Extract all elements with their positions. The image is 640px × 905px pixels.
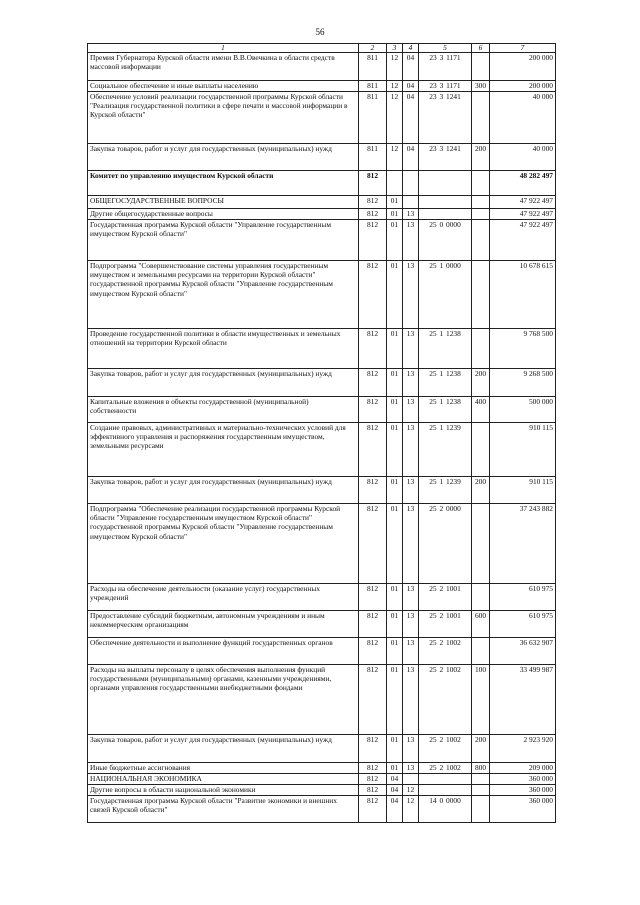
cell-expense-type xyxy=(472,638,490,665)
cell-grbs: 812 xyxy=(359,209,387,220)
cell-name: Закупка товаров, работ и услуг для государственных (муниципальных) нужд xyxy=(88,369,359,397)
cell-podrazdel: 13 xyxy=(403,369,419,397)
table-row xyxy=(88,81,556,92)
cell-target-article: 23 3 1171 xyxy=(419,81,472,92)
cell-amount: 2 923 920 xyxy=(490,735,556,763)
cell-target-article xyxy=(419,171,472,196)
table-row xyxy=(88,261,556,329)
cell-name: ОБЩЕГОСУДАРСТВЕННЫЕ ВОПРОСЫ xyxy=(88,196,359,209)
cell-podrazdel xyxy=(403,774,419,785)
cell-expense-type xyxy=(472,774,490,785)
table-row xyxy=(88,329,556,369)
cell-podrazdel: 13 xyxy=(403,209,419,220)
cell-podrazdel: 13 xyxy=(403,638,419,665)
budget-table xyxy=(87,43,556,823)
header-col-3: 3 xyxy=(387,44,403,53)
cell-amount: 47 922 497 xyxy=(490,196,556,209)
cell-target-article xyxy=(419,196,472,209)
cell-razdel: 01 xyxy=(387,329,403,369)
cell-razdel: 01 xyxy=(387,735,403,763)
cell-grbs: 811 xyxy=(359,81,387,92)
cell-razdel: 04 xyxy=(387,774,403,785)
cell-name: Подпрограмма "Обеспечение реализации государственной программы Курской области "Управление государственным имуществом Курской области" государственной программы Курской области "Управление государственным имуществом Курской области" xyxy=(88,504,359,584)
table-row xyxy=(88,477,556,504)
cell-podrazdel: 04 xyxy=(403,144,419,171)
cell-grbs: 812 xyxy=(359,796,387,823)
cell-name: Проведение государственной политики в области имущественных и земельных отношений на территории Курской области xyxy=(88,329,359,369)
cell-expense-type: 100 xyxy=(472,665,490,735)
cell-name: Капитальные вложения в объекты государственной (муниципальной) собственности xyxy=(88,397,359,423)
cell-podrazdel: 13 xyxy=(403,397,419,423)
table-row xyxy=(88,774,556,785)
cell-amount: 9 268 500 xyxy=(490,369,556,397)
cell-amount: 209 000 xyxy=(490,763,556,774)
cell-razdel: 01 xyxy=(387,477,403,504)
cell-expense-type xyxy=(472,423,490,477)
cell-name: Расходы на выплаты персоналу в целях обеспечения выполнения функций государственными (муниципальными) органами, казенными учреждениями, органами управления государственными внебюджетными фондами xyxy=(88,665,359,735)
cell-name: Иные бюджетные ассигнования xyxy=(88,763,359,774)
cell-grbs: 812 xyxy=(359,369,387,397)
table-row xyxy=(88,196,556,209)
cell-podrazdel: 12 xyxy=(403,785,419,796)
cell-expense-type xyxy=(472,785,490,796)
cell-target-article: 14 0 0000 xyxy=(419,796,472,823)
cell-podrazdel xyxy=(403,196,419,209)
table-row xyxy=(88,763,556,774)
cell-expense-type xyxy=(472,171,490,196)
table-row xyxy=(88,171,556,196)
table-row xyxy=(88,423,556,477)
cell-target-article: 25 0 0000 xyxy=(419,220,472,261)
table-row xyxy=(88,92,556,144)
cell-target-article: 25 1 0000 xyxy=(419,261,472,329)
cell-grbs: 812 xyxy=(359,196,387,209)
cell-grbs: 812 xyxy=(359,611,387,638)
cell-expense-type xyxy=(472,796,490,823)
cell-razdel: 01 xyxy=(387,763,403,774)
cell-amount: 360 000 xyxy=(490,774,556,785)
cell-expense-type xyxy=(472,329,490,369)
cell-target-article xyxy=(419,209,472,220)
table-row xyxy=(88,220,556,261)
cell-podrazdel: 13 xyxy=(403,220,419,261)
cell-target-article: 25 2 1002 xyxy=(419,638,472,665)
cell-podrazdel: 13 xyxy=(403,329,419,369)
table-row xyxy=(88,369,556,397)
cell-expense-type: 200 xyxy=(472,477,490,504)
cell-expense-type xyxy=(472,92,490,144)
cell-razdel: 12 xyxy=(387,144,403,171)
cell-expense-type xyxy=(472,53,490,81)
cell-grbs: 812 xyxy=(359,171,387,196)
cell-grbs: 812 xyxy=(359,665,387,735)
header-col-1: 1 xyxy=(88,44,359,53)
cell-amount: 200 000 xyxy=(490,53,556,81)
cell-target-article: 25 1 1239 xyxy=(419,477,472,504)
cell-expense-type xyxy=(472,504,490,584)
cell-razdel: 04 xyxy=(387,785,403,796)
cell-name: Закупка товаров, работ и услуг для государственных (муниципальных) нужд xyxy=(88,144,359,171)
cell-target-article: 25 1 1238 xyxy=(419,397,472,423)
cell-grbs: 812 xyxy=(359,261,387,329)
header-row xyxy=(88,44,556,53)
cell-expense-type: 300 xyxy=(472,81,490,92)
cell-amount: 10 678 615 xyxy=(490,261,556,329)
cell-grbs: 812 xyxy=(359,220,387,261)
table-header xyxy=(88,44,556,53)
cell-amount: 360 000 xyxy=(490,785,556,796)
cell-podrazdel: 13 xyxy=(403,423,419,477)
cell-razdel: 01 xyxy=(387,196,403,209)
cell-name: Закупка товаров, работ и услуг для государственных (муниципальных) нужд xyxy=(88,735,359,763)
cell-expense-type: 200 xyxy=(472,735,490,763)
cell-razdel: 12 xyxy=(387,92,403,144)
cell-razdel: 01 xyxy=(387,665,403,735)
cell-target-article: 25 1 1238 xyxy=(419,329,472,369)
cell-podrazdel: 13 xyxy=(403,735,419,763)
cell-name: Комитет по управлению имуществом Курской области xyxy=(88,171,359,196)
cell-target-article: 23 3 1241 xyxy=(419,144,472,171)
cell-amount: 33 499 987 xyxy=(490,665,556,735)
cell-amount: 37 243 882 xyxy=(490,504,556,584)
cell-podrazdel: 13 xyxy=(403,261,419,329)
cell-grbs: 812 xyxy=(359,763,387,774)
cell-name: Обеспечение условий реализации государственной программы Курской области "Реализация государственной политики в сфере печати и массовой информации в Курской области" xyxy=(88,92,359,144)
cell-razdel xyxy=(387,171,403,196)
table-row xyxy=(88,735,556,763)
cell-amount: 40 000 xyxy=(490,144,556,171)
cell-amount: 48 282 497 xyxy=(490,171,556,196)
cell-name: Социальное обеспечение и иные выплаты населению xyxy=(88,81,359,92)
header-col-2: 2 xyxy=(359,44,387,53)
cell-expense-type xyxy=(472,584,490,611)
cell-amount: 200 000 xyxy=(490,81,556,92)
table-row xyxy=(88,785,556,796)
cell-grbs: 812 xyxy=(359,735,387,763)
cell-target-article: 25 2 1001 xyxy=(419,611,472,638)
cell-podrazdel: 13 xyxy=(403,477,419,504)
cell-name: Премия Губернатора Курской области имени В.В.Овечкина в области средств массовой информации xyxy=(88,53,359,81)
cell-podrazdel: 04 xyxy=(403,81,419,92)
cell-target-article: 25 2 1002 xyxy=(419,763,472,774)
cell-grbs: 812 xyxy=(359,477,387,504)
cell-expense-type xyxy=(472,196,490,209)
cell-target-article xyxy=(419,785,472,796)
table-row xyxy=(88,584,556,611)
cell-name: Расходы на обеспечение деятельности (оказание услуг) государственных учреждений xyxy=(88,584,359,611)
cell-podrazdel: 13 xyxy=(403,584,419,611)
table-row xyxy=(88,638,556,665)
table-row xyxy=(88,611,556,638)
cell-podrazdel: 13 xyxy=(403,763,419,774)
cell-razdel: 01 xyxy=(387,638,403,665)
cell-amount: 910 115 xyxy=(490,477,556,504)
cell-target-article: 25 1 1239 xyxy=(419,423,472,477)
cell-expense-type xyxy=(472,209,490,220)
cell-grbs: 812 xyxy=(359,329,387,369)
cell-name: Создание правовых, административных и материально-технических условий для эффективного управления и распоряжения государственным имуществом, земельными ресурсами xyxy=(88,423,359,477)
cell-grbs: 812 xyxy=(359,774,387,785)
cell-razdel: 12 xyxy=(387,53,403,81)
cell-name: Закупка товаров, работ и услуг для государственных (муниципальных) нужд xyxy=(88,477,359,504)
cell-expense-type: 200 xyxy=(472,369,490,397)
table-row xyxy=(88,144,556,171)
cell-name: Подпрограмма "Совершенствование системы управления государственным имуществом и земельными ресурсами на территории Курской области" государственной программы Курской области "Управление государственным имуществом Курской области" xyxy=(88,261,359,329)
table-row xyxy=(88,665,556,735)
cell-razdel: 01 xyxy=(387,220,403,261)
cell-target-article: 25 2 0000 xyxy=(419,504,472,584)
cell-name: Обеспечение деятельности и выполнение функций государственных органов xyxy=(88,638,359,665)
cell-target-article: 25 2 1002 xyxy=(419,735,472,763)
cell-amount: 36 632 907 xyxy=(490,638,556,665)
cell-amount: 500 000 xyxy=(490,397,556,423)
cell-razdel: 12 xyxy=(387,81,403,92)
header-col-5: 5 xyxy=(419,44,472,53)
cell-podrazdel: 13 xyxy=(403,504,419,584)
table-row xyxy=(88,53,556,81)
cell-expense-type xyxy=(472,220,490,261)
cell-name: Предоставление субсидий бюджетным, автономным учреждениям и иным некоммерческим организациям xyxy=(88,611,359,638)
cell-grbs: 811 xyxy=(359,92,387,144)
cell-amount: 360 000 xyxy=(490,796,556,823)
cell-razdel: 01 xyxy=(387,584,403,611)
cell-grbs: 812 xyxy=(359,423,387,477)
table-row xyxy=(88,796,556,823)
header-col-7: 7 xyxy=(490,44,556,53)
cell-razdel: 01 xyxy=(387,369,403,397)
cell-amount: 9 768 500 xyxy=(490,329,556,369)
cell-target-article xyxy=(419,774,472,785)
cell-amount: 40 000 xyxy=(490,92,556,144)
cell-target-article: 23 3 1241 xyxy=(419,92,472,144)
cell-amount: 47 922 497 xyxy=(490,220,556,261)
cell-amount: 47 922 497 xyxy=(490,209,556,220)
cell-grbs: 812 xyxy=(359,785,387,796)
table-row xyxy=(88,504,556,584)
cell-name: Другие вопросы в области национальной экономики xyxy=(88,785,359,796)
table-body xyxy=(88,53,556,823)
cell-name: НАЦИОНАЛЬНАЯ ЭКОНОМИКА xyxy=(88,774,359,785)
cell-razdel: 01 xyxy=(387,209,403,220)
cell-razdel: 01 xyxy=(387,504,403,584)
cell-expense-type xyxy=(472,261,490,329)
cell-podrazdel xyxy=(403,171,419,196)
cell-grbs: 811 xyxy=(359,53,387,81)
cell-razdel: 01 xyxy=(387,261,403,329)
table-row xyxy=(88,397,556,423)
cell-grbs: 812 xyxy=(359,638,387,665)
cell-podrazdel: 04 xyxy=(403,53,419,81)
cell-podrazdel: 12 xyxy=(403,796,419,823)
cell-razdel: 01 xyxy=(387,397,403,423)
cell-target-article: 25 2 1001 xyxy=(419,584,472,611)
header-col-6: 6 xyxy=(472,44,490,53)
cell-target-article: 25 1 1238 xyxy=(419,369,472,397)
header-col-4: 4 xyxy=(403,44,419,53)
page-number: 56 xyxy=(315,27,325,37)
cell-amount: 610 975 xyxy=(490,584,556,611)
cell-grbs: 811 xyxy=(359,144,387,171)
cell-razdel: 01 xyxy=(387,423,403,477)
cell-expense-type: 800 xyxy=(472,763,490,774)
cell-podrazdel: 13 xyxy=(403,665,419,735)
cell-target-article: 25 2 1002 xyxy=(419,665,472,735)
cell-name: Другие общегосударственные вопросы xyxy=(88,209,359,220)
table-row xyxy=(88,209,556,220)
cell-amount: 610 975 xyxy=(490,611,556,638)
cell-name: Государственная программа Курской области "Управление государственным имуществом Курской области" xyxy=(88,220,359,261)
cell-razdel: 04 xyxy=(387,796,403,823)
cell-expense-type: 600 xyxy=(472,611,490,638)
cell-name: Государственная программа Курской области "Развитие экономики и внешних связей Курской области" xyxy=(88,796,359,823)
cell-grbs: 812 xyxy=(359,504,387,584)
cell-grbs: 812 xyxy=(359,584,387,611)
cell-amount: 910 115 xyxy=(490,423,556,477)
cell-expense-type: 200 xyxy=(472,144,490,171)
cell-podrazdel: 13 xyxy=(403,611,419,638)
cell-podrazdel: 04 xyxy=(403,92,419,144)
cell-target-article: 23 3 1171 xyxy=(419,53,472,81)
cell-grbs: 812 xyxy=(359,397,387,423)
cell-razdel: 01 xyxy=(387,611,403,638)
cell-expense-type: 400 xyxy=(472,397,490,423)
